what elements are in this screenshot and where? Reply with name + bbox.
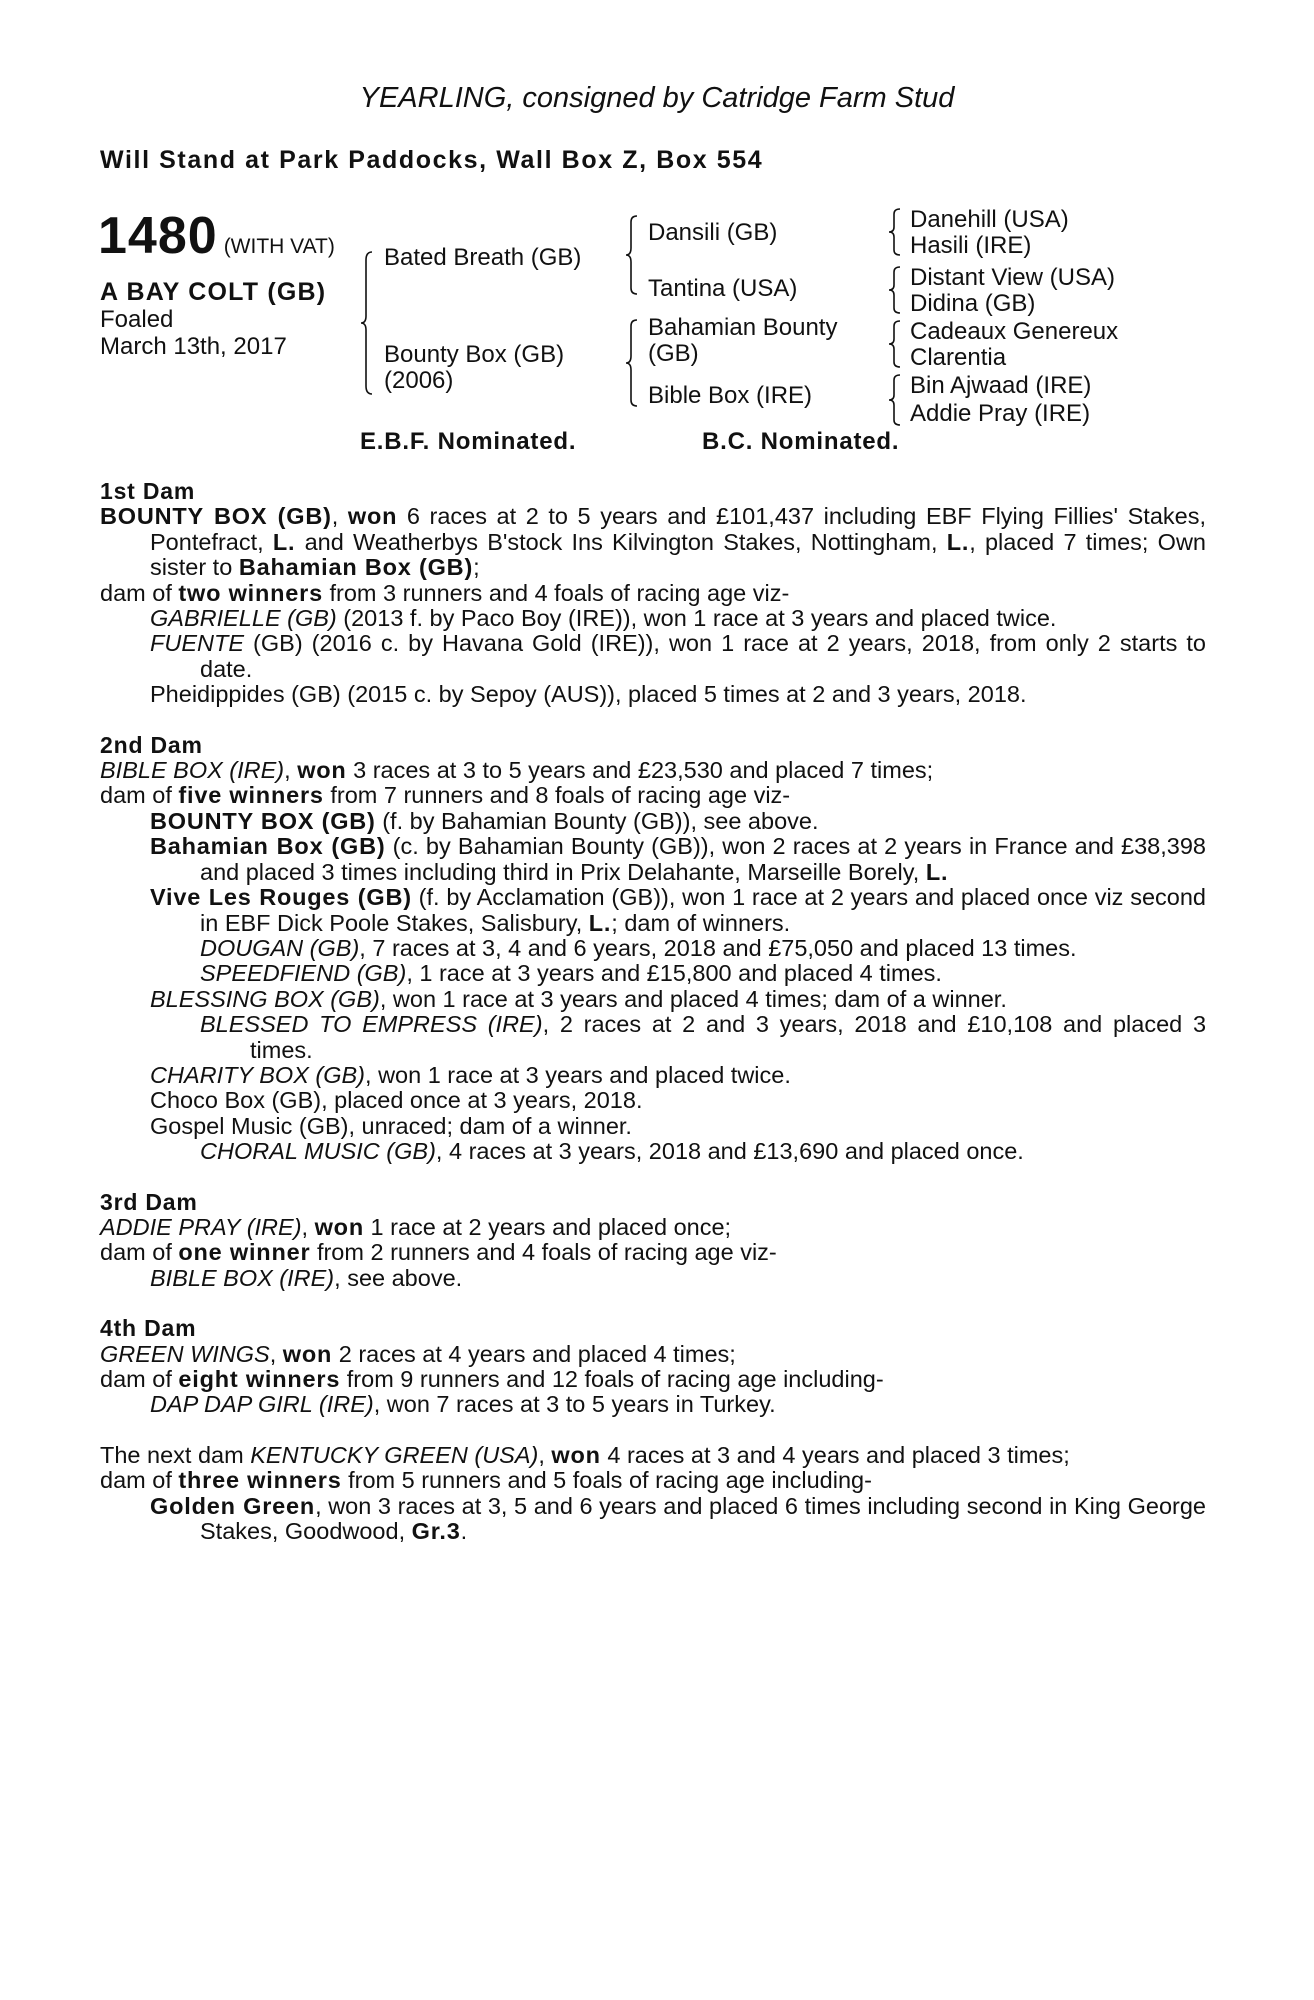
dam1-text1: 6 races at 2 to 5 years and £101,437 including EBF Flying Fillies' Stakes, Pontefract, <box>150 503 1206 555</box>
dam2-offspring-2 <box>100 834 1206 885</box>
dam3-record: ADDIE PRAY (IRE), won 1 race at 2 years and placed once; <box>100 1213 732 1240</box>
sire-dam-brace <box>358 248 378 398</box>
dam4-winners: eight winners <box>178 1366 341 1392</box>
nextdam-damof-rest: from 5 runners and 5 foals of racing age including- <box>341 1467 872 1494</box>
offspring-name: Bahamian Box (GB) <box>150 833 386 860</box>
offspring-text: (f. by Bahamian Bounty (GB)), see above. <box>375 807 819 834</box>
dam1-name: BOUNTY BOX (GB) <box>100 503 332 530</box>
dam3-winners: one winner <box>178 1239 311 1266</box>
dam2-text1: 3 races at 3 to 5 years and £23,530 and placed 7 times; <box>346 757 934 784</box>
dam3-won: won <box>314 1213 364 1240</box>
dam1-record: BOUNTY BOX (GB), won 6 races at 2 to 5 years and £101,437 including EBF Flying Fillies' Stakes, Pontefract, L. and Weatherbys B'stock Ins Kilvington Stakes, Nottingham, L., placed 7 times; Own sister to Bahamian Box (GB); <box>100 503 1206 581</box>
progeny-name: GABRIELLE (GB) <box>150 605 337 632</box>
pedigree-dam-sire: Bahamian Bounty <box>648 314 838 341</box>
pedigree-dsd: Clarentia <box>910 344 1007 371</box>
pedigree-sss: Danehill (USA) <box>910 206 1069 233</box>
dam1-text2: and Weatherbys B'stock Ins Kilvington Stakes, Nottingham, <box>295 528 947 555</box>
dam2-offspring-7: Gospel Music (GB), unraced; dam of a winner. <box>150 1112 632 1139</box>
foaled-label: Foaled <box>100 306 174 333</box>
offspring-text: (f. by Acclamation (GB)), won 1 race at 2 years and placed once viz second in EBF Dick Poole Stakes, Salisbury, <box>200 884 1206 936</box>
pedigree-sdd: Didina (GB) <box>910 290 1036 317</box>
dam4-text1: 2 races at 4 years and placed 4 times; <box>332 1340 736 1367</box>
offspring-name: Vive Les Rouges (GB) <box>150 884 412 911</box>
dam2-grandchild-3 <box>100 1012 1206 1063</box>
foaled-info <box>100 306 287 360</box>
nextdam-winners: three winners <box>178 1467 342 1494</box>
dam1-progeny-1 <box>100 606 1206 631</box>
dam4-damof-rest: from 9 runners and 12 foals of racing age including- <box>340 1366 884 1392</box>
grandchild-name: BLESSED TO EMPRESS (IRE) <box>200 1011 543 1038</box>
nextdam-record: The next dam KENTUCKY GREEN (USA), won 4 races at 3 and 4 years and placed 3 times; <box>100 1441 1070 1468</box>
offspring-text: . <box>460 1518 468 1545</box>
progeny-text: (GB) (2016 c. by Havana Gold (IRE)), won 1 race at 2 years, 2018, from only 2 starts to date. <box>200 630 1206 682</box>
dam1-winners: two winners <box>178 579 323 606</box>
pedigree-dss: Cadeaux Genereux <box>910 318 1119 345</box>
grandchild-text: , 2 races at 2 and 3 years, 2018 and £10,108 and placed 3 times. <box>250 1011 1207 1063</box>
pedigree-sire-dam: Tantina (USA) <box>648 275 798 302</box>
dam4-offspring-1 <box>100 1392 1206 1417</box>
dam1-summary <box>100 581 1206 606</box>
pedigree-sire: Bated Breath (GB) <box>384 244 582 271</box>
dam2-summary <box>100 783 1206 808</box>
dam1-progeny-2 <box>100 631 1206 682</box>
offspring-name: BLESSING BOX (GB) <box>150 985 380 1012</box>
pedigree-sds: Distant View (USA) <box>910 264 1115 291</box>
grandchild-text: , 1 race at 3 years and £15,800 and placed 4 times. <box>406 960 942 987</box>
dam2-offspring-4 <box>100 987 1206 1012</box>
grandchild-name: DOUGAN (GB) <box>200 934 360 961</box>
dam4-record: GREEN WINGS, won 2 races at 4 years and placed 4 times; <box>100 1340 736 1367</box>
dam1-sister: Bahamian Box (GB) <box>238 554 474 581</box>
gs-brace-2 <box>886 264 904 316</box>
dam1-text3: , placed 7 times; Own sister to <box>150 528 1206 581</box>
nextdam-name: KENTUCKY GREEN (USA) <box>250 1441 539 1468</box>
ebf-nominated: E.B.F. Nominated. <box>360 428 577 455</box>
dam4-damof: dam of <box>100 1366 179 1392</box>
offspring-name: BOUNTY BOX (GB) <box>150 807 376 834</box>
dam3-damof: dam of <box>100 1239 179 1266</box>
grandchild-name: SPEEDFIEND (GB) <box>200 960 407 987</box>
stand-location: Will Stand at Park Paddocks, Wall Box Z, Box 554 <box>100 146 764 174</box>
nextdam-won: won <box>551 1441 601 1468</box>
dam2-grandchild-2 <box>100 961 1206 986</box>
lot-number-line <box>98 206 335 266</box>
dam1-damof: dam of <box>100 579 179 606</box>
grandchild-name: CHORAL MUSIC (GB) <box>200 1138 436 1165</box>
dam2-damof-rest: from 7 runners and 8 foals of racing age viz- <box>323 782 791 809</box>
produce-record <box>100 479 1206 1544</box>
pedigree-dam-dam: Bible Box (IRE) <box>648 382 813 409</box>
pedigree-dam-year: (2006) <box>384 367 454 394</box>
pedigree-dds: Bin Ajwaad (IRE) <box>910 372 1092 399</box>
nextdam-text1: 4 races at 3 and 4 years and placed 3 times; <box>600 1441 1070 1468</box>
dam2-offspring-5 <box>100 1063 1206 1088</box>
dam4-heading: 4th Dam <box>100 1315 197 1342</box>
progeny-name: FUENTE <box>150 630 244 657</box>
nextdam-summary <box>100 1468 1206 1493</box>
pedigree-sire-sire: Dansili (GB) <box>648 219 778 246</box>
dam2-grandchild-1 <box>100 936 1206 961</box>
offspring-text: ; dam of winners. <box>611 909 791 936</box>
bc-nominated: B.C. Nominated. <box>702 428 900 455</box>
grandchild-text: , 4 races at 3 years, 2018 and £13,690 and placed once. <box>435 1138 1024 1165</box>
nextdam-offspring-1 <box>100 1494 1206 1545</box>
dam2-heading: 2nd Dam <box>100 731 203 758</box>
dam-line-brace <box>623 316 641 410</box>
dam1-damof-rest: from 3 runners and 4 foals of racing age viz- <box>322 579 790 606</box>
lot-number: 1480 <box>98 207 218 265</box>
dam2-name: BIBLE BOX (IRE) <box>100 757 285 784</box>
gs-brace-4 <box>886 372 904 428</box>
offspring-text: , won 1 race at 3 years and placed twice. <box>365 1061 791 1088</box>
group-mark: Gr.3 <box>411 1518 461 1545</box>
pedigree-dam-sire-country: (GB) <box>648 340 699 367</box>
dam2-damof: dam of <box>100 782 179 809</box>
offspring-text: , see above. <box>334 1264 463 1291</box>
dam3-offspring-1 <box>100 1266 1206 1291</box>
foaled-date: March 13th, 2017 <box>100 333 287 360</box>
dam2-record: BIBLE BOX (IRE), won 3 races at 3 to 5 years and £23,530 and placed 7 times; <box>100 757 934 784</box>
dam1-heading: 1st Dam <box>100 478 196 504</box>
dam2-offspring-3 <box>100 885 1206 936</box>
pedigree-ssd: Hasili (IRE) <box>910 232 1032 259</box>
dam3-heading: 3rd Dam <box>100 1188 198 1215</box>
dam1-text4: ; <box>473 554 480 581</box>
listed-mark: L. <box>925 858 949 885</box>
dam3-name: ADDIE PRAY (IRE) <box>100 1213 302 1240</box>
horse-description: A BAY COLT (GB) <box>100 278 327 306</box>
offspring-text: (c. by Bahamian Bounty (GB)), won 2 races at 2 years in France and £38,398 and placed 3 times including third in Prix Delahante, Marseille Borely, <box>200 833 1206 885</box>
dam3-damof-rest: from 2 runners and 4 foals of racing age viz- <box>310 1239 777 1266</box>
dam2-offspring-1 <box>100 809 1206 834</box>
dam1-won: won <box>347 503 398 530</box>
dam2-offspring-6: Choco Box (GB), placed once at 3 years, 2018. <box>150 1087 643 1114</box>
offspring-name: BIBLE BOX (IRE) <box>150 1264 335 1291</box>
dam2-grandchild-4 <box>100 1139 1206 1164</box>
nextdam-intro: The next dam <box>100 1441 251 1468</box>
listed-mark: L. <box>272 528 296 555</box>
dam4-name: GREEN WINGS <box>100 1340 270 1367</box>
dam1-progeny-3: Pheidippides (GB) (2015 c. by Sepoy (AUS)), placed 5 times at 2 and 3 years, 2018. <box>150 681 1027 708</box>
gs-brace-1 <box>886 206 904 258</box>
dam2-winners: five winners <box>178 782 324 809</box>
page-header: YEARLING, consigned by Catridge Farm Stud <box>359 82 955 114</box>
gs-brace-3 <box>886 318 904 370</box>
dam4-summary <box>100 1367 1206 1392</box>
pedigree-ddd: Addie Pray (IRE) <box>910 400 1091 427</box>
nextdam-damof: dam of <box>100 1467 179 1494</box>
offspring-name: DAP DAP GIRL (IRE) <box>150 1391 374 1418</box>
listed-mark: L. <box>946 528 970 555</box>
dam3-text1: 1 race at 2 years and placed once; <box>363 1213 732 1240</box>
listed-mark: L. <box>588 909 612 936</box>
offspring-text: , won 7 races at 3 to 5 years in Turkey. <box>373 1391 776 1418</box>
progeny-text: (2013 f. by Paco Boy (IRE)), won 1 race at 3 years and placed twice. <box>336 605 1057 632</box>
dam4-won: won <box>282 1340 333 1367</box>
offspring-text: , won 1 race at 3 years and placed 4 times; dam of a winner. <box>379 985 1007 1012</box>
offspring-name: CHARITY BOX (GB) <box>150 1061 366 1088</box>
grandchild-text: , 7 races at 3, 4 and 6 years, 2018 and £75,050 and placed 13 times. <box>359 934 1077 961</box>
sire-line-brace <box>623 212 641 298</box>
dam2-won: won <box>297 757 347 784</box>
offspring-text: , won 3 races at 3, 5 and 6 years and placed 6 times including second in King George Stakes, Goodwood, <box>200 1492 1206 1545</box>
dam3-summary <box>100 1240 1206 1265</box>
offspring-name: Golden Green <box>150 1492 316 1519</box>
vat-note: (WITH VAT) <box>223 235 335 258</box>
pedigree-dam: Bounty Box (GB) <box>384 341 565 368</box>
